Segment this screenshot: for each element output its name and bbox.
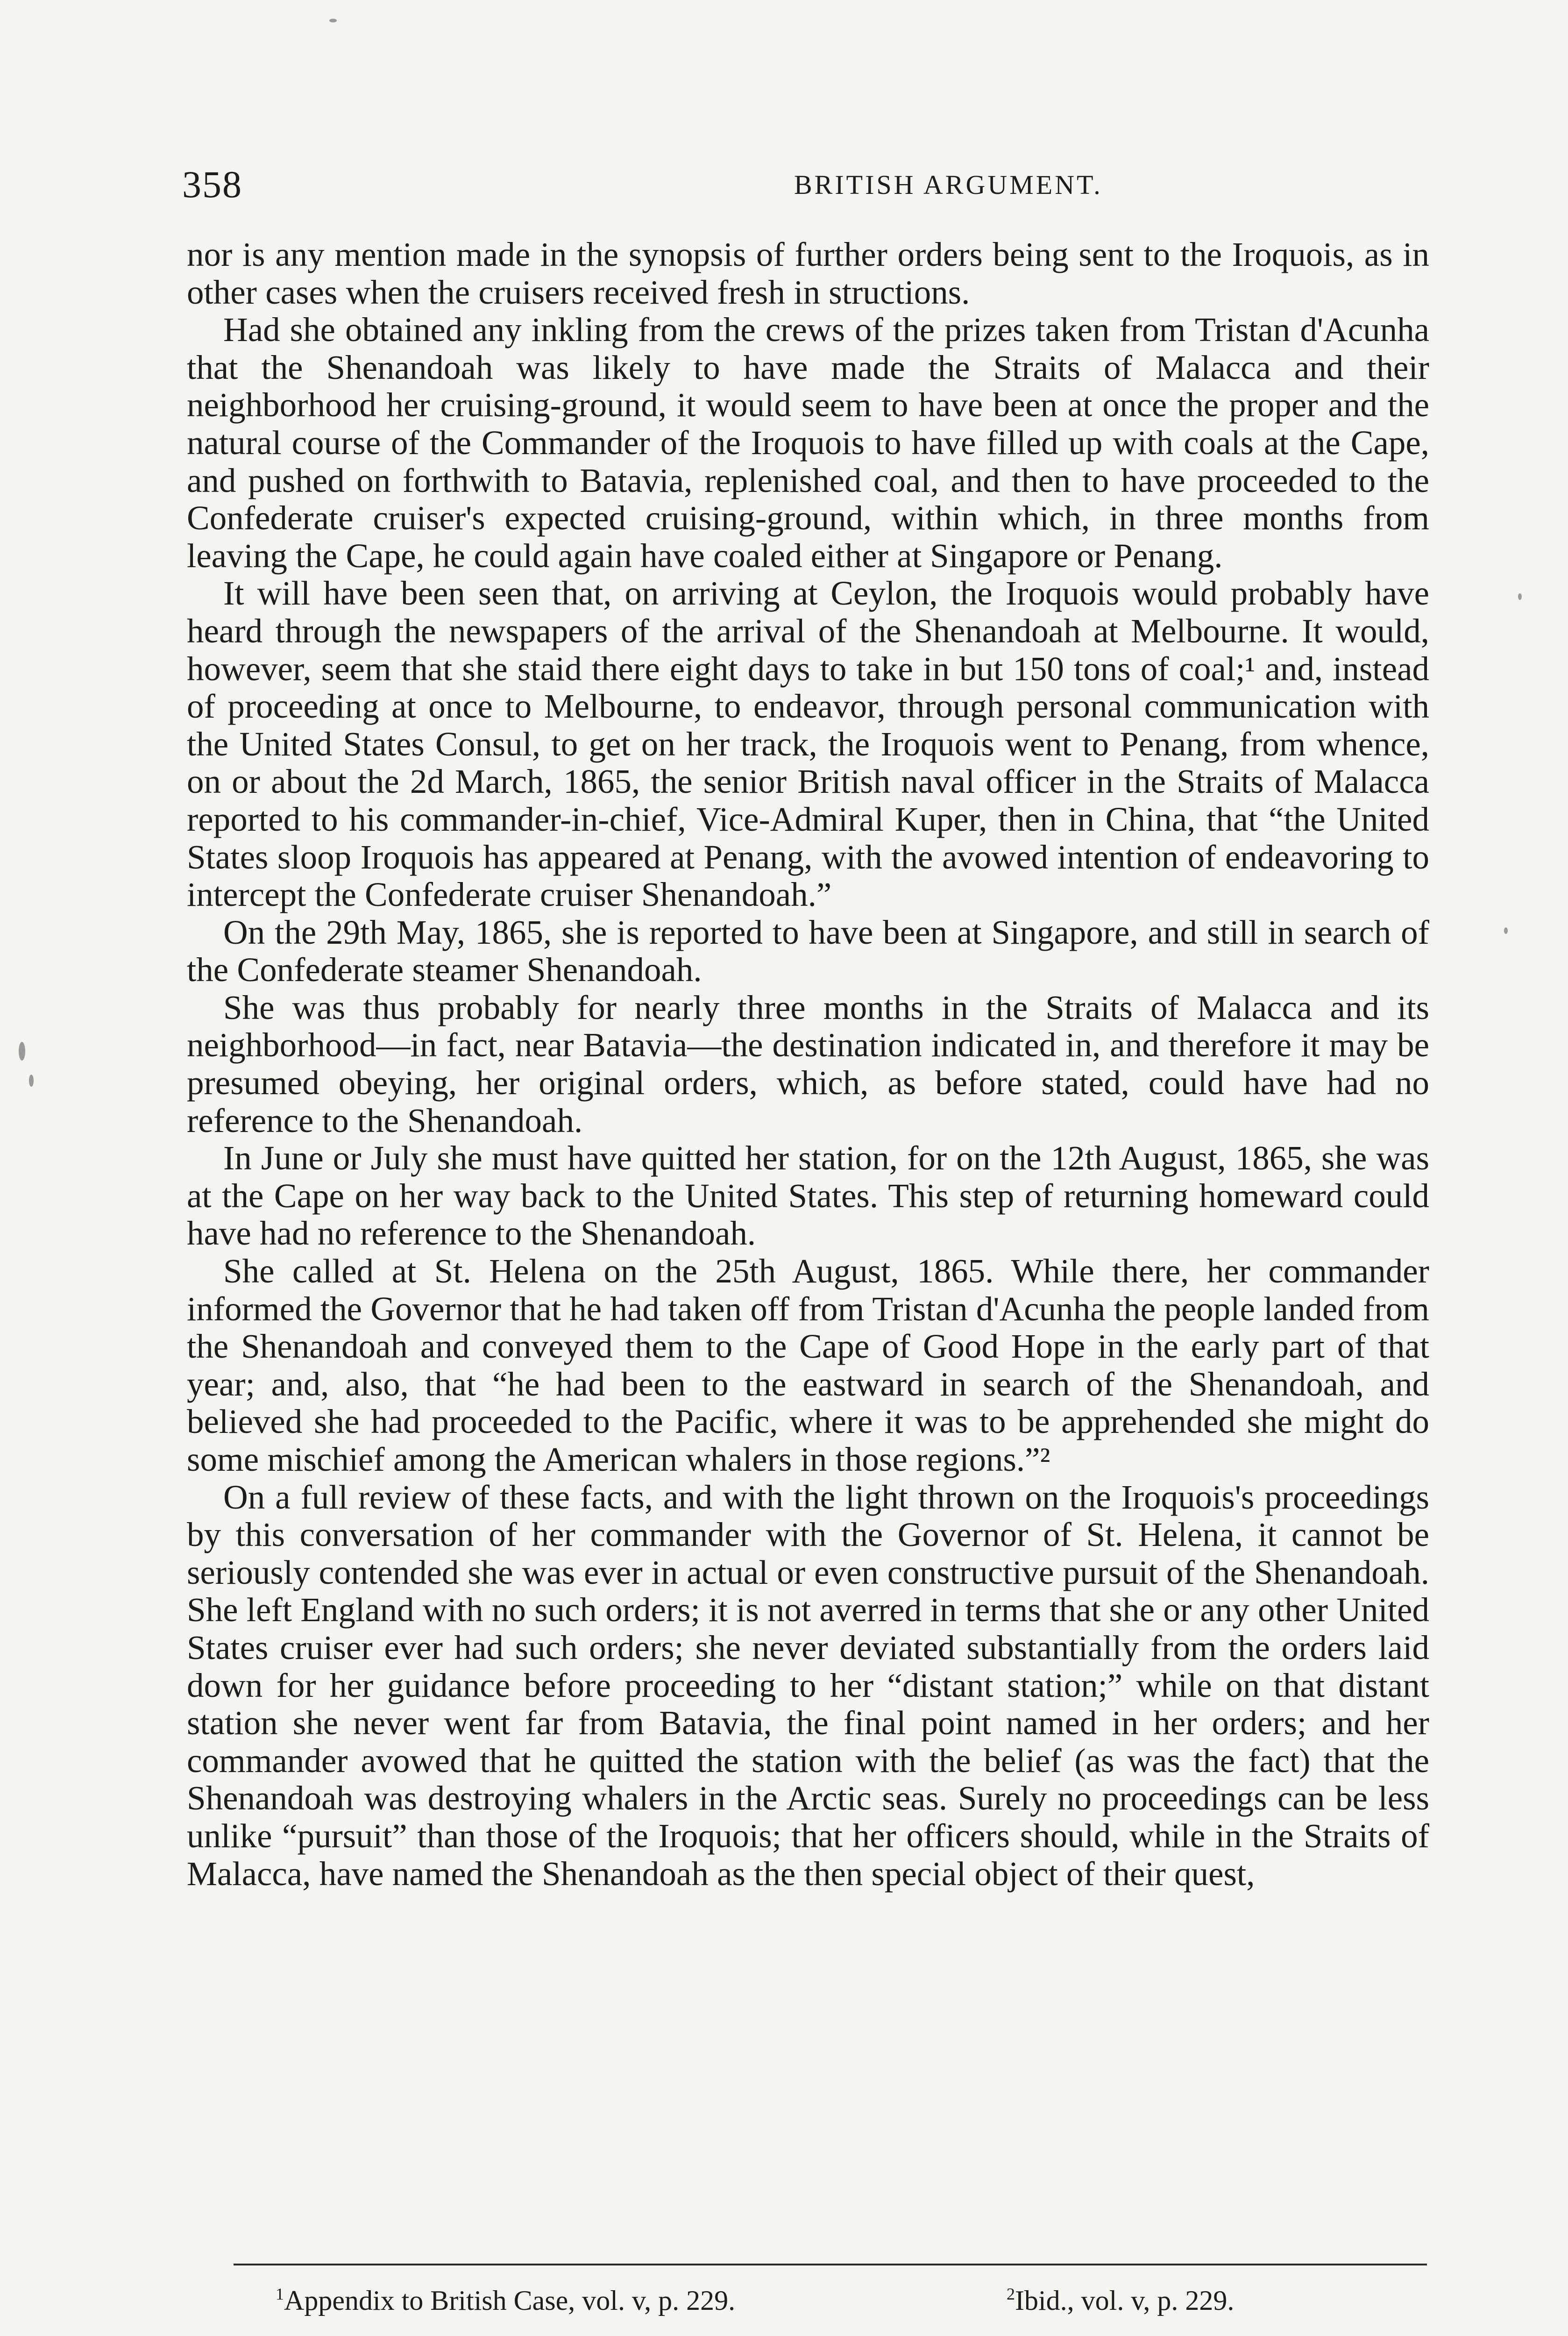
paragraph-continued: nor is any mention made in the synopsis of further orders being sent to the Iroquois, as in other cases when the cruisers received fresh in structions. xyxy=(187,235,1429,311)
scan-speck xyxy=(19,1042,25,1061)
paragraph: In June or July she must have quitted her station, for on the 12th August, 1865, she was at the Cape on her way back to the United States. This step of returning homeward could have had no reference to the Shenandoah. xyxy=(187,1139,1429,1253)
scan-speck xyxy=(1504,927,1508,934)
scan-speck xyxy=(329,19,337,22)
page-header xyxy=(182,161,1397,217)
footnote-mark: 1 xyxy=(276,2285,284,2303)
scan-speck xyxy=(29,1075,34,1087)
page-number: 358 xyxy=(182,163,242,206)
paragraph: She called at St. Helena on the 25th August, 1865. While there, her commander informed the Governor that he had taken off from Tristan d'Acunha the people landed from the Shenandoah and conveyed them to the Cape of Good Hope in the early part of that year; and, also, that “he had been to the eastward in search of the Shenandoah, and believed she had proceeded to the Pacific, where it was to be apprehended she might do some mischief among the American whalers in those regions.”² xyxy=(187,1252,1429,1478)
paragraph: Had she obtained any inkling from the crews of the prizes taken from Tristan d'Acunha that the Shenandoah was likely to have made the Straits of Malacca and their neighborhood her cruising-ground, it would seem to have been at once the proper and the natural course of the Commander of the Iroquois to have filled up with coals at the Cape, and pushed on forthwith to Batavia, replenished coal, and then to have proceeded to the Confederate cruiser's expected cruising-ground, within which, in three months from leaving the Cape, he could again have coaled either at Singapore or Penang. xyxy=(187,311,1429,575)
running-head: BRITISH ARGUMENT. xyxy=(794,170,1103,200)
body-text xyxy=(187,236,1429,1893)
footnote-text: Appendix to British Case, vol. v, p. 229. xyxy=(284,2285,736,2316)
footnote-text: Ibid., vol. v, p. 229. xyxy=(1015,2285,1235,2316)
paragraph: It will have been seen that, on arriving at Ceylon, the Iroquois would probably have heard through the newspapers of the arrival of the Shenandoah at Melbourne. It would, however, seem that she staid there eight days to take in but 150 tons of coal;¹ and, instead of proceeding at once to Melbourne, to endeavor, through personal communication with the United States Consul, to get on her track, the Iroquois went to Penang, from whence, on or about the 2d March, 1865, the senior British naval officer in the Straits of Malacca reported to his commander-in-chief, Vice-Admiral Kuper, then in China, that “the United States sloop Iroquois has appeared at Penang, with the avowed intention of endeavoring to intercept the Confederate cruiser Shenandoah.” xyxy=(187,574,1429,914)
footnotes xyxy=(276,2275,1420,2316)
footnote-2 xyxy=(1007,2275,1234,2319)
paragraph: She was thus probably for nearly three months in the Straits of Malacca and its neighborhood—in fact, near Batavia—the destination indicated in, and therefore it may be presumed obeying, her original orders, which, as before stated, could have had no reference to the Shenandoah. xyxy=(187,988,1429,1140)
paragraph: On a full review of these facts, and with the light thrown on the Iroquois's proceedings by this conversation of her commander with the Governor of St. Helena, it cannot be seriously contended she was ever in actual or even constructive pursuit of the Shenandoah. She left England with no such orders; it is not averred in terms that she or any other United States cruiser ever had such orders; she never deviated substantially from the orders laid down for her guidance before proceeding to her “distant station;” while on that distant station she never went far from Batavia, the final point named in her orders; and her commander avowed that he quitted the station with the belief (as was the fact) that the Shenandoah was destroying whalers in the Arctic seas. Surely no proceedings can be less unlike “pursuit” than those of the Iroquois; that her officers should, while in the Straits of Malacca, have named the Shenandoah as the then special object of their quest, xyxy=(187,1478,1429,1893)
footnote-mark: 2 xyxy=(1007,2285,1015,2303)
paragraph: On the 29th May, 1865, she is reported to have been at Singapore, and still in search of the Confederate steamer Shenandoah. xyxy=(187,913,1429,989)
footnote-1 xyxy=(276,2275,735,2319)
footnote-rule xyxy=(234,2264,1427,2265)
scan-speck xyxy=(1518,593,1522,600)
